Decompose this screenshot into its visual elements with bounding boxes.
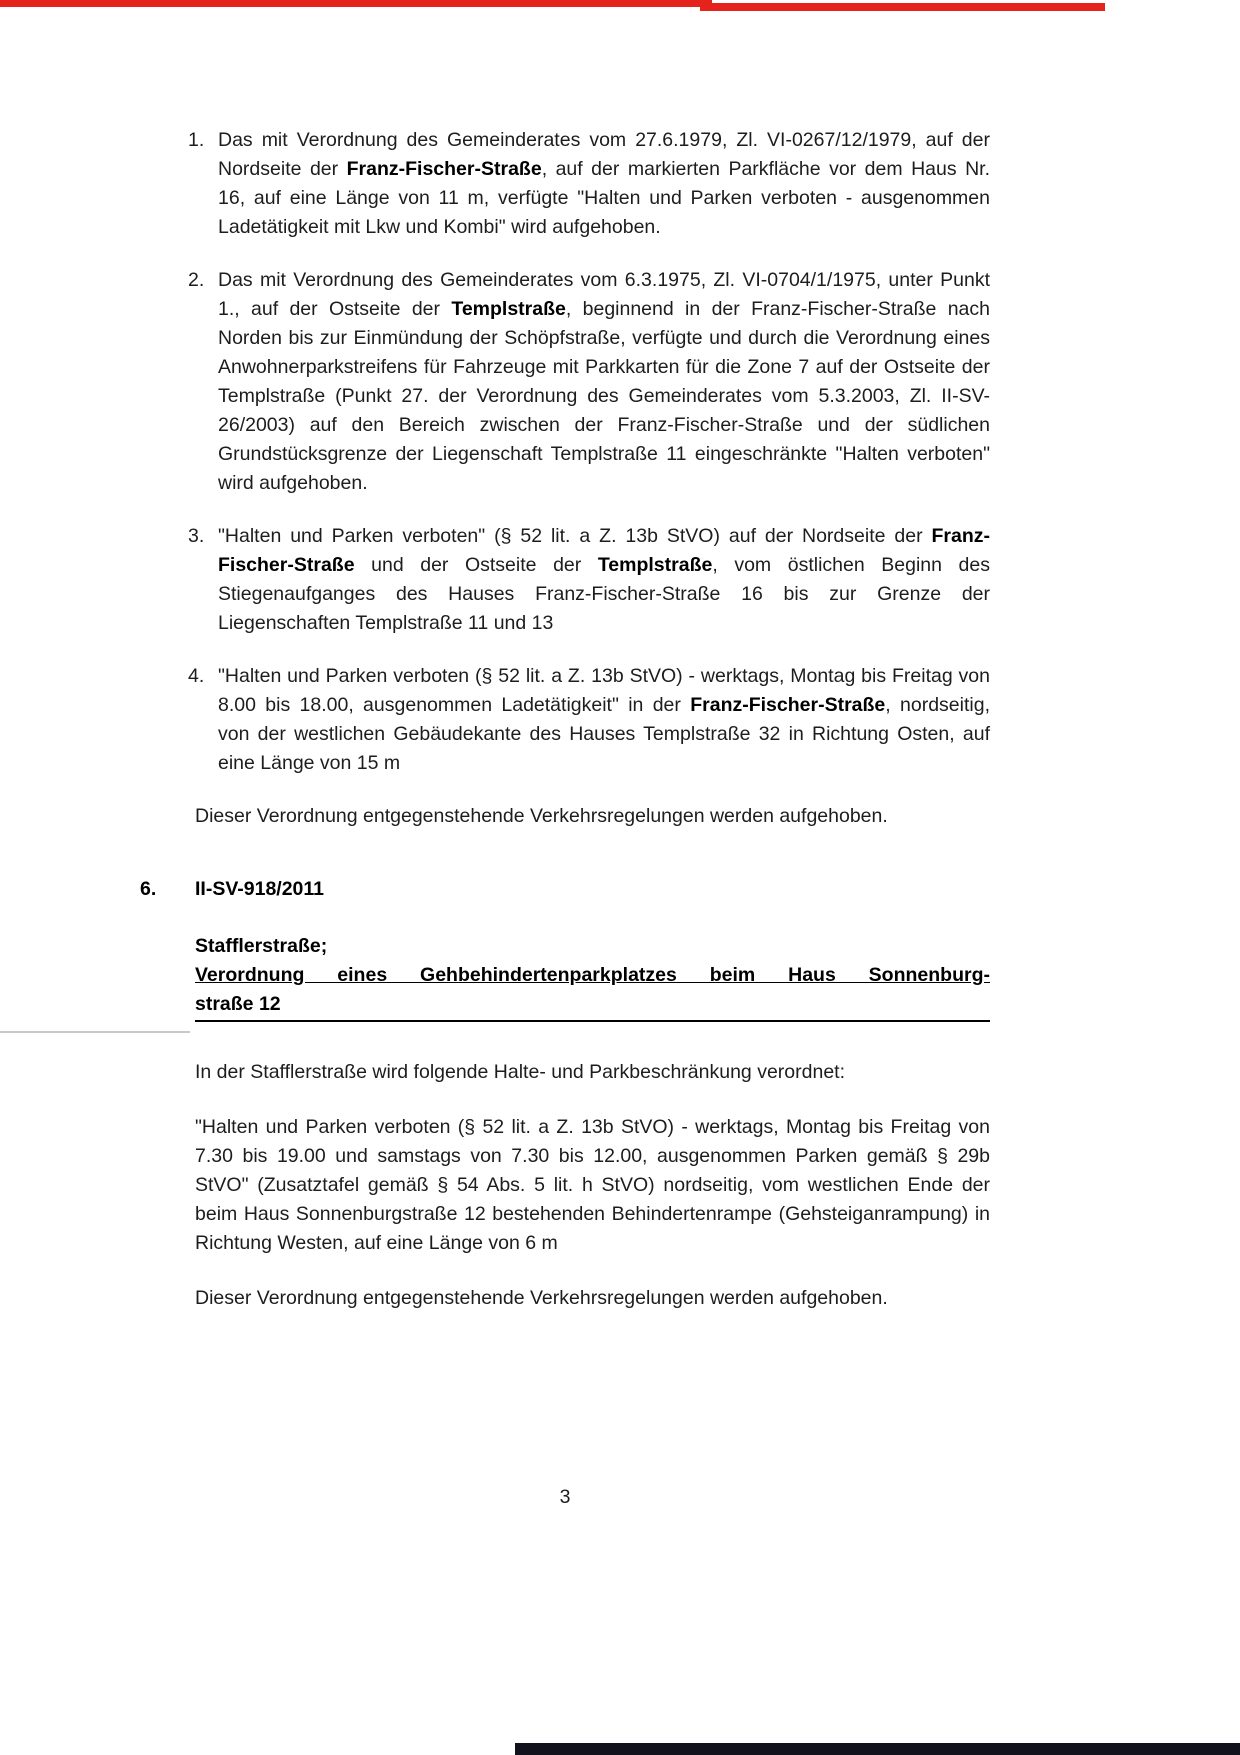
item-number: 4. bbox=[188, 665, 205, 687]
bold-text-run: II-SV-918/2011 bbox=[195, 878, 325, 900]
bold-text-run: straße 12 bbox=[195, 993, 281, 1015]
item-text bbox=[195, 875, 324, 904]
heading-line bbox=[195, 932, 990, 961]
bold-text-run: Franz-Fischer-Straße bbox=[690, 694, 886, 716]
text-run: , auf der markierten Parkfläche vor dem Haus Nr. 16, auf eine Länge von 11 m, verfügte "Halten und Parken verboten - ausgenommen Ladetätigkeit mit Lkw und Kombi" wird aufgehoben. bbox=[218, 158, 990, 238]
text-run: "Halten und Parken verboten (§ 52 lit. a Z. 13b StVO) - werktags, Montag bis Freitag von 8.00 bis 18.00, ausgenommen Ladetätigkeit" in der bbox=[218, 665, 990, 716]
text-run: , nordseitig, von der westlichen Gebäudekante des Hauses Templstraße 32 in Richtung Osten, auf eine Länge von 15 m bbox=[218, 694, 990, 774]
paragraph bbox=[195, 1284, 990, 1313]
bold-text-run: Verordnung eines Gehbehindertenparkplatzes beim Haus Sonnenburg- bbox=[195, 964, 990, 986]
numbered-item bbox=[140, 662, 990, 778]
bold-text-run: Franz-Fischer-Straße bbox=[346, 158, 542, 180]
text-run: "Halten und Parken verboten" (§ 52 lit. a Z. 13b StVO) auf der Nordseite der bbox=[218, 525, 932, 547]
document-body bbox=[140, 126, 990, 1339]
red-accent-bar-right bbox=[700, 3, 1105, 11]
item-text bbox=[218, 126, 990, 242]
page-number: 3 bbox=[559, 1486, 571, 1508]
numbered-item bbox=[140, 522, 990, 638]
text-run: , vom östlichen Beginn des Stiegenaufganges des Hauses Franz-Fischer-Straße 16 bis zur Grenze der Liegenschaften Templstraße 11 und 13 bbox=[218, 554, 990, 634]
text-run: Das mit Verordnung des Gemeinderates vom 27.6.1979, Zl. VI-0267/12/1979, auf der Nordseite der bbox=[218, 129, 990, 180]
section-heading bbox=[140, 875, 990, 904]
bold-text-run: Stafflerstraße; bbox=[195, 935, 328, 957]
item-text bbox=[218, 662, 990, 778]
item-text bbox=[218, 266, 990, 498]
numbered-item bbox=[140, 126, 990, 242]
heading-line bbox=[195, 990, 990, 1019]
item-number: 2. bbox=[188, 269, 205, 291]
bold-text-run: Templstraße bbox=[597, 554, 713, 576]
bold-text-run: Franz-Fischer-Straße bbox=[218, 525, 990, 576]
text-run: und der Ostseite der bbox=[354, 554, 598, 576]
paragraph bbox=[195, 1113, 990, 1258]
text-run: Dieser Verordnung entgegenstehende Verkehrsregelungen werden aufgehoben. bbox=[195, 805, 888, 827]
text-run: In der Stafflerstraße wird folgende Halte- und Parkbeschränkung verordnet: bbox=[195, 1061, 845, 1083]
text-run: , beginnend in der Franz-Fischer-Straße nach Norden bis zur Einmündung der Schöpfstraße, verfügte und durch die Verordnung eines Anwohnerparkstreifens für Fahrzeuge mit Parkkarten für die Zone 7 auf der Ostseite der Templstraße (Punkt 27. der Verordnung des Gemeinderates vom 5.3.2003, Zl. II-SV-26/2003) auf den Bereich zwischen der Franz-Fischer-Straße und der südlichen Grundstücksgrenze der Liegenschaft Templstraße 11 eingeschränkte "Halten verboten" wird aufgehoben. bbox=[218, 298, 990, 494]
text-run: Dieser Verordnung entgegenstehende Verkehrsregelungen werden aufgehoben. bbox=[195, 1287, 888, 1309]
red-accent-bar-left bbox=[0, 0, 712, 7]
bold-text-run: Templstraße bbox=[451, 298, 566, 320]
paragraph bbox=[195, 802, 990, 831]
heading-line bbox=[195, 961, 990, 990]
text-run: "Halten und Parken verboten (§ 52 lit. a Z. 13b StVO) - werktags, Montag bis Freitag von 7.30 bis 19.00 und samstags von 7.30 bis 12.00, ausgenommen Parken gemäß § 29b StVO" (Zusatztafel gemäß § 54 Abs. 5 lit. h StVO) nordseitig, vom westlichen Ende der beim Haus Sonnenburgstraße 12 bestehenden Behindertenrampe (Gehsteiganrampung) in Richtung Westen, auf eine Länge von 6 m bbox=[195, 1116, 990, 1254]
bottom-dark-bar bbox=[515, 1743, 1240, 1755]
text-run: Das mit Verordnung des Gemeinderates vom 6.3.1975, Zl. VI-0704/1/1975, unter Punkt 1., auf der Ostseite der bbox=[218, 269, 990, 320]
numbered-item bbox=[140, 266, 990, 498]
item-number: 1. bbox=[188, 129, 205, 151]
item-number: 3. bbox=[188, 525, 205, 547]
subject-heading bbox=[195, 932, 990, 1022]
item-text bbox=[218, 522, 990, 638]
paragraph bbox=[195, 1058, 990, 1087]
item-number: 6. bbox=[140, 878, 157, 900]
